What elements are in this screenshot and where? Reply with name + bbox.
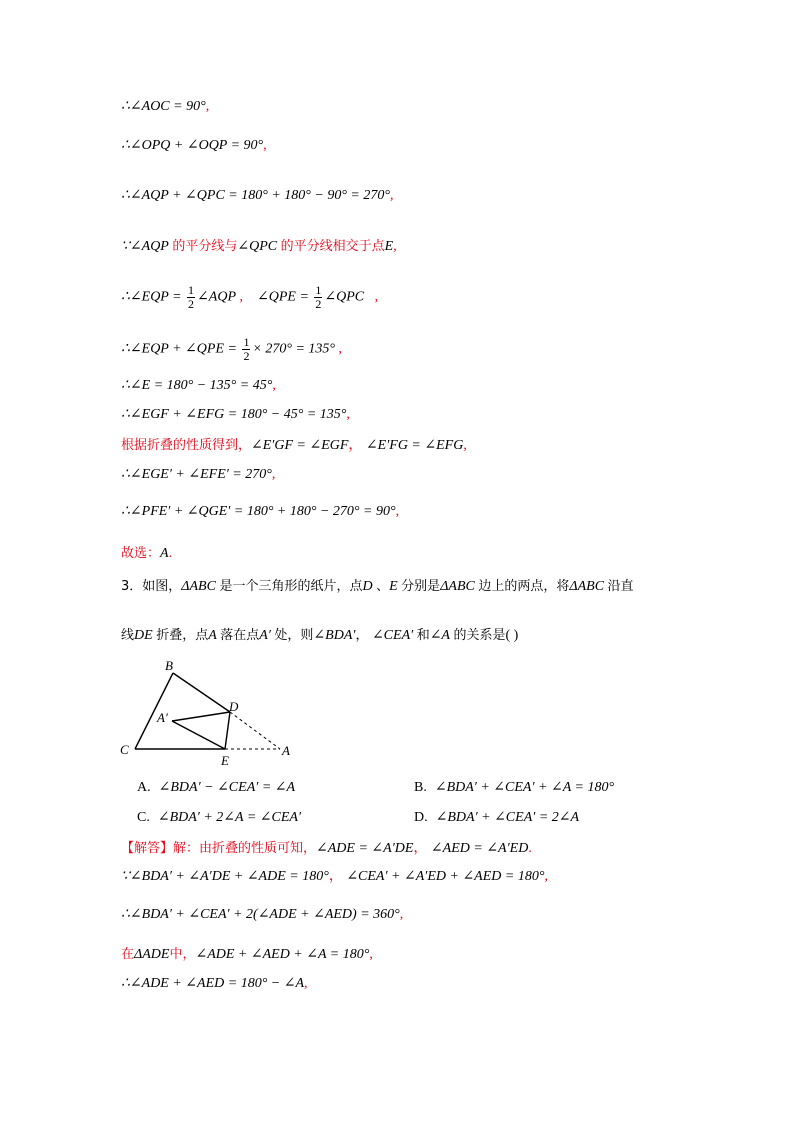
segment-da-prime xyxy=(172,712,230,721)
option-b[interactable]: B. ∠BDA′ + ∠CEA′ + ∠A = 180° xyxy=(414,780,615,795)
solution-line-1: ∴∠AOC = 90°, xyxy=(121,99,210,114)
fraction-half: $\frac{1}{2}$ xyxy=(243,335,250,363)
fraction-half: $\frac{1}{2}$ xyxy=(188,283,195,311)
label-e: E xyxy=(221,753,229,768)
option-d[interactable]: D. ∠BDA′ + ∠CEA′ = 2∠A xyxy=(414,810,580,825)
label-b: B xyxy=(165,658,173,673)
dashed-da xyxy=(230,712,280,749)
label-d: D xyxy=(229,699,239,714)
label-a-prime: A′ xyxy=(157,710,168,725)
answer-line-5: ∴∠ADE + ∠AED = 180° − ∠A, xyxy=(121,976,308,991)
answer-line-1: 【解答】解：由折叠的性质可知，∠ADE = ∠A′DE， ∠AED = ∠A′ED. xyxy=(121,841,532,856)
fraction-half: $\frac{1}{2}$ xyxy=(315,283,322,311)
side-bd xyxy=(173,673,230,712)
solution-line-9: 根据折叠的性质得到，∠E′GF = ∠EGF， ∠E′FG = ∠EFG, xyxy=(121,438,467,453)
solution-line-5: ∴∠EQP = $\frac{1}{2}$ ∠AQP , ∠QPE = $\frac{1}{2}$ ∠QPC , xyxy=(121,283,379,311)
option-a[interactable]: A. ∠BDA′ − ∠CEA′ = ∠A xyxy=(137,780,296,795)
solution-line-7: ∴∠E = 180° − 135° = 45°, xyxy=(121,378,276,393)
solution-line-3: ∴∠AQP + ∠QPC = 180° + 180° − 90° = 270°, xyxy=(121,188,394,203)
solution-line-11: ∴∠PFE′ + ∠QGE′ = 180° + 180° − 270° = 90°, xyxy=(121,504,400,519)
solution-line-8: ∴∠EGF + ∠EFG = 180° − 45° = 135°, xyxy=(121,407,350,422)
segment-ea-prime xyxy=(172,721,225,749)
answer-line-2: ∵∠BDA′ + ∠A′DE + ∠ADE = 180°， ∠CEA′ + ∠A′ED + ∠AED = 180°, xyxy=(121,869,548,884)
answer-line-3: ∴∠BDA′ + ∠CEA′ + 2(∠ADE + ∠AED) = 360°, xyxy=(121,907,404,922)
question-3-line-2: 线DE 折叠，点A 落在点A′ 处，则∠BDA′， ∠CEA′ 和∠A 的关系是( ) xyxy=(121,628,519,643)
question-3-line-1: 3．如图，ΔABC 是一个三角形的纸片，点D 、E 分别是ΔABC 边上的两点，将ΔABC 沿直 xyxy=(121,579,634,594)
triangle-fold-figure xyxy=(110,655,310,770)
label-c: C xyxy=(120,742,129,757)
answer-line-4: 在ΔADE中，∠ADE + ∠AED + ∠A = 180°, xyxy=(121,947,373,962)
fold-line-de xyxy=(225,712,230,749)
solution-line-4: ∵∠AQP 的平分线与∠QPC 的平分线相交于点E, xyxy=(121,239,397,254)
solution-conclusion: 故选：A. xyxy=(121,546,173,561)
label-a: A xyxy=(282,743,290,758)
solution-line-10: ∴∠EGE′ + ∠EFE′ = 270°, xyxy=(121,467,276,482)
solution-line-2: ∴∠OPQ + ∠OQP = 90°, xyxy=(121,138,267,153)
option-c[interactable]: C. ∠BDA′ + 2∠A = ∠CEA′ xyxy=(137,810,302,825)
solution-line-6: ∴∠EQP + ∠QPE = $\frac{1}{2}$ × 270° = 135° , xyxy=(121,335,343,363)
